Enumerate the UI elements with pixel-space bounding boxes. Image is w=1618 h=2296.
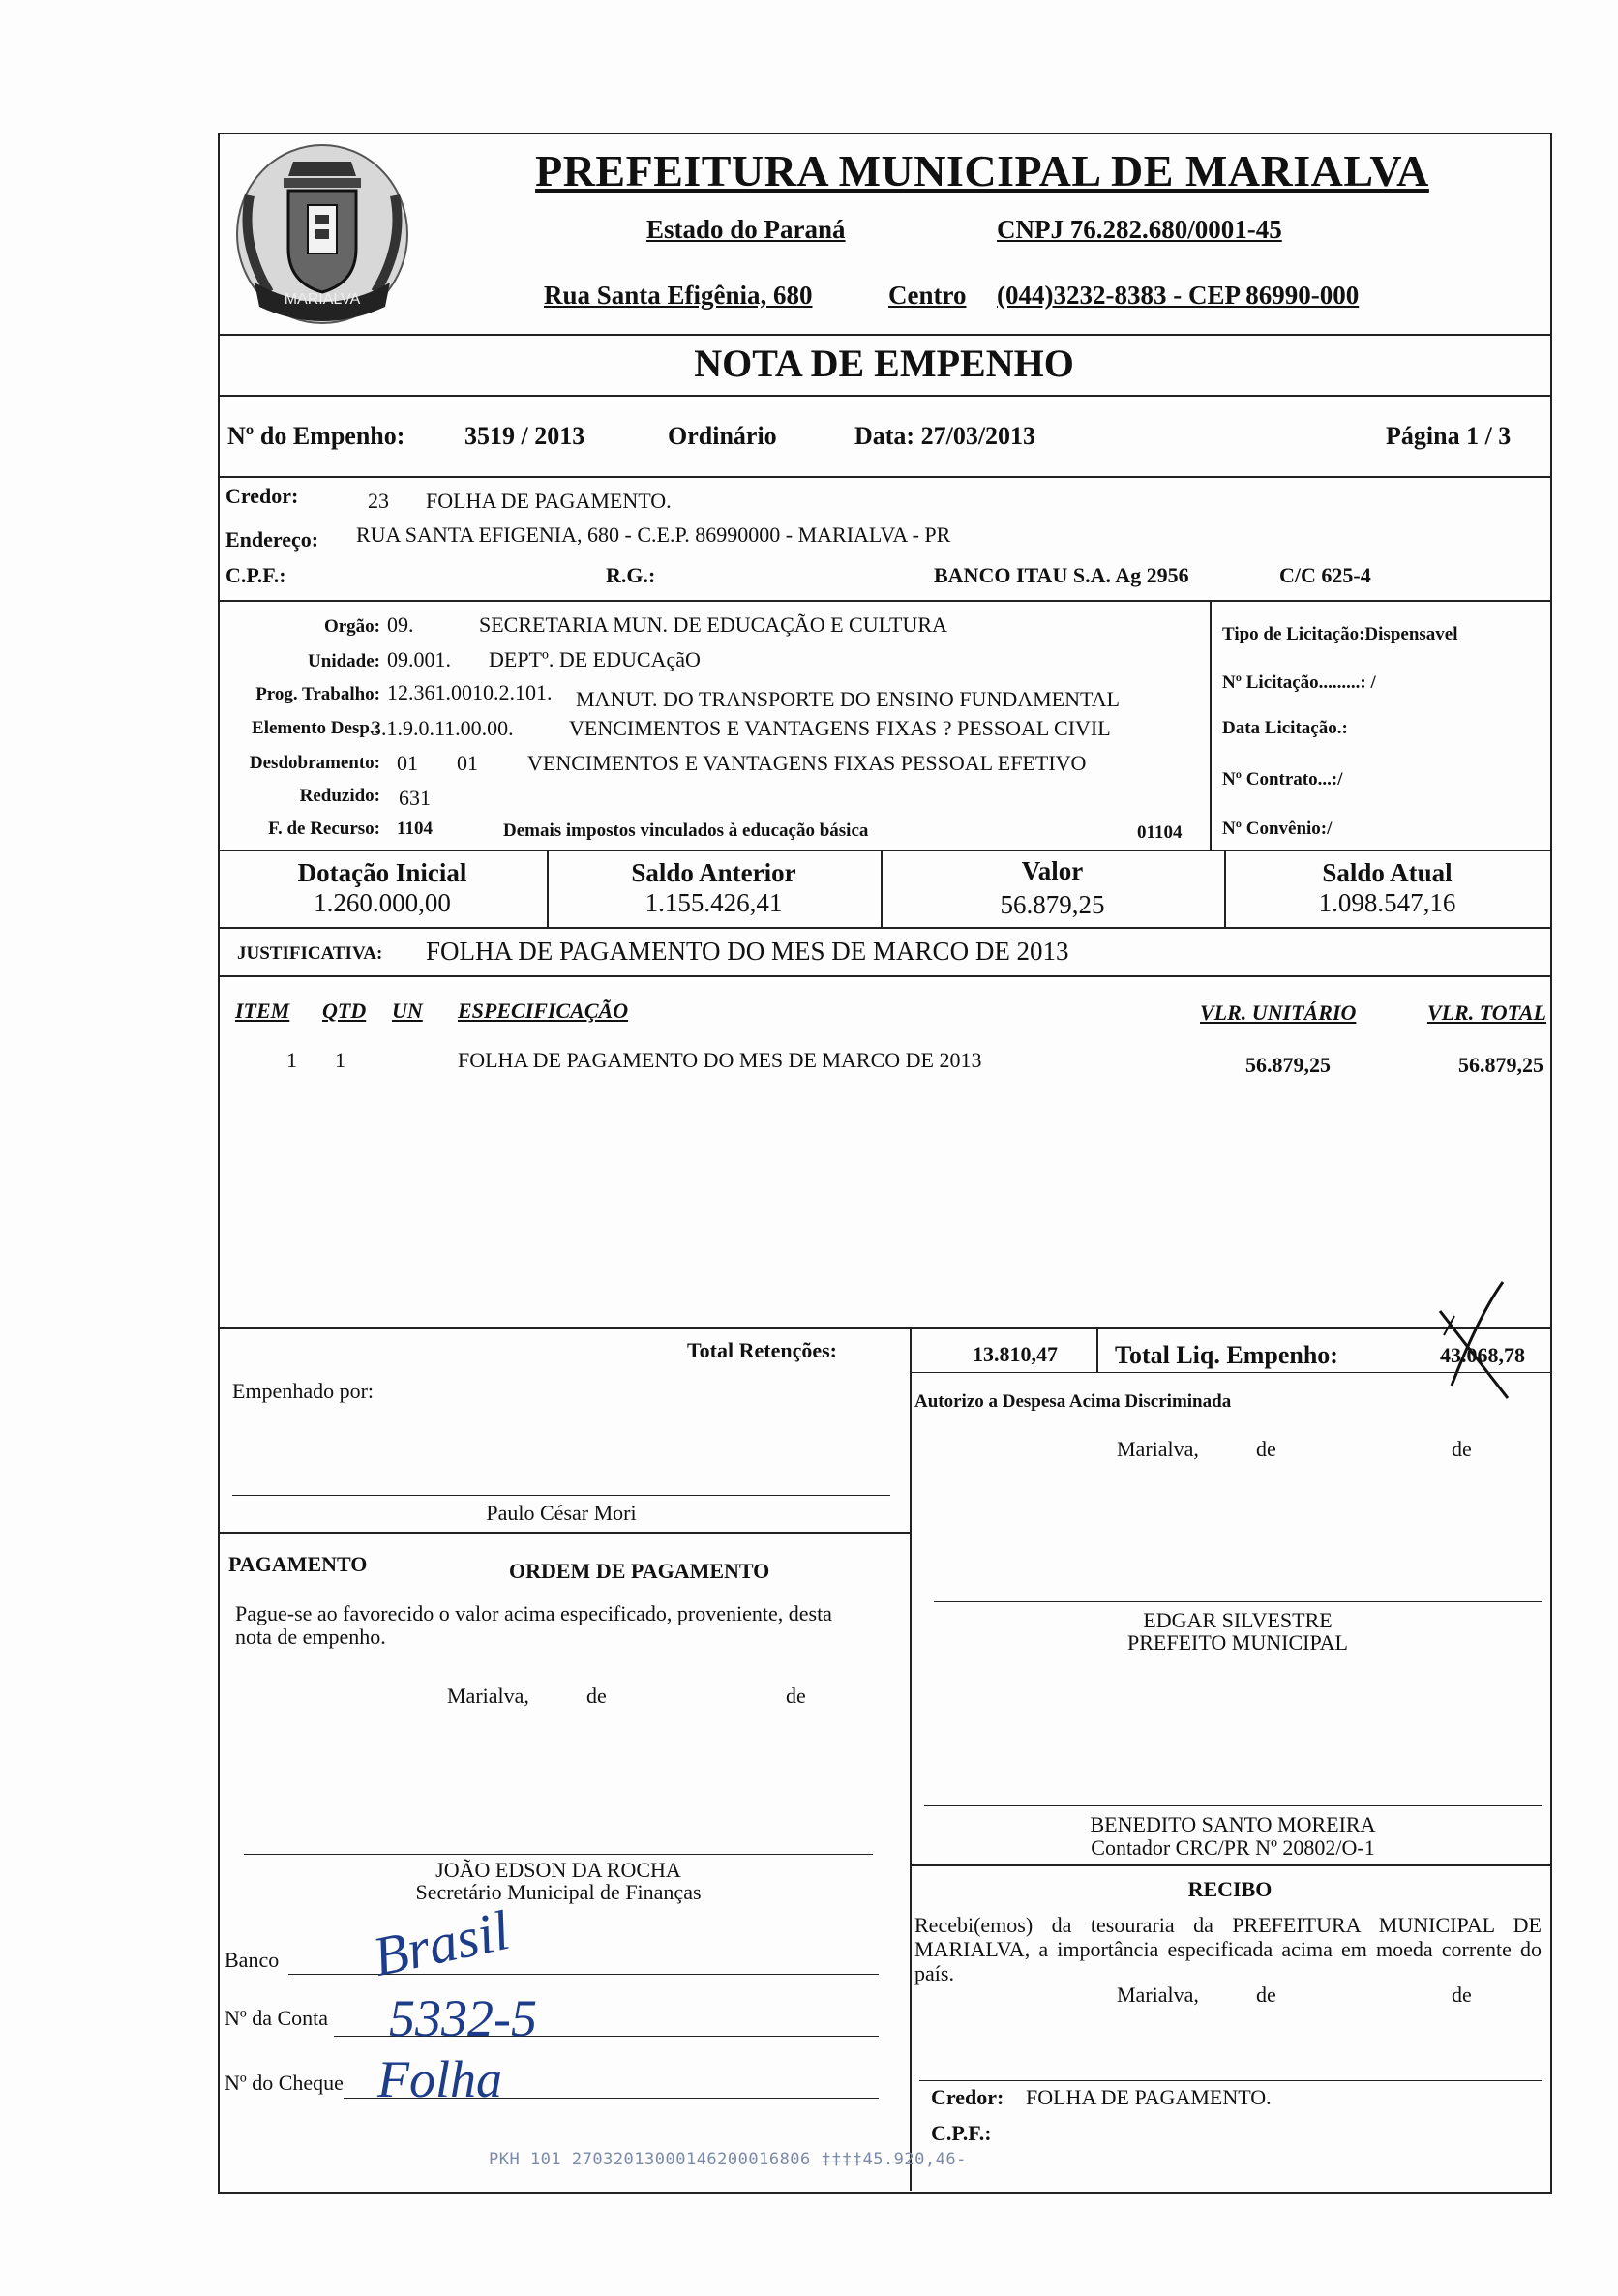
credor-name: FOLHA DE PAGAMENTO. — [426, 489, 672, 513]
credor-account: C/C 625-4 — [1279, 563, 1371, 587]
col-header-especificacao: ESPECIFICAÇÃO — [458, 999, 629, 1023]
secretario-title: Secretário Municipal de Finanças — [415, 1880, 702, 1904]
justificativa-label: JUSTIFICATIVA: — [237, 943, 383, 964]
dotacao-value: 1.260.000,00 — [314, 888, 451, 917]
header-state: Estado do Paraná — [646, 215, 846, 244]
recurso-name: Demais impostos vinculados à educação básica — [503, 820, 869, 841]
ordem-pagamento-label: ORDEM DE PAGAMENTO — [509, 1559, 770, 1583]
item-row-vlr-total: 56.879,25 — [1458, 1053, 1543, 1077]
licitacao-numero: Nº Licitação.........: / — [1222, 672, 1376, 693]
total-liq-label: Total Liq. Empenho: — [1115, 1341, 1338, 1369]
recibo-label: RECIBO — [1187, 1877, 1273, 1901]
item-row-especificacao: FOLHA DE PAGAMENTO DO MES DE MARCO DE 2013 — [458, 1048, 982, 1072]
unidade-code: 09.001. — [387, 647, 451, 671]
recibo-cpf-label: C.P.F.: — [931, 2121, 992, 2145]
ordem-city: Marialva, — [447, 1684, 529, 1708]
convenio-numero: Nº Convênio:/ — [1222, 819, 1333, 839]
col-header-qtd: QTD — [322, 999, 367, 1023]
header-cnpj: CNPJ 76.282.680/0001-45 — [997, 215, 1282, 244]
reduzido-label: Reduzido: — [299, 786, 380, 806]
desdob-label: Desdobramento: — [249, 753, 380, 773]
licitacao-data: Data Licitação.: — [1222, 718, 1348, 738]
item-row-item: 1 — [286, 1048, 297, 1072]
total-retencoes-value: 13.810,47 — [973, 1342, 1058, 1366]
saldo-atual-label: Saldo Atual — [1322, 858, 1453, 887]
justificativa-text: FOLHA DE PAGAMENTO DO MES DE MARCO DE 2013 — [426, 937, 1069, 966]
recurso-label: F. de Recurso: — [268, 819, 380, 839]
col-header-un: UN — [392, 999, 423, 1023]
unidade-label: Unidade: — [308, 651, 380, 671]
cheque-label: Nº do Cheque — [225, 2071, 344, 2095]
elemento-code: 3.1.9.0.11.00.00. — [371, 716, 514, 740]
recurso-code-2: 01104 — [1137, 822, 1183, 843]
conta-label: Nº da Conta — [225, 2006, 329, 2030]
total-retencoes-label: Total Retenções: — [687, 1338, 837, 1362]
banco-label: Banco — [225, 1948, 280, 1972]
credor-code: 23 — [368, 489, 389, 513]
elemento-label: Elemento Desp.: — [252, 718, 380, 738]
prog-name: MANUT. DO TRANSPORTE DO ENSINO FUNDAMENTAL — [576, 687, 1120, 711]
svg-text:MARIALVA: MARIALVA — [284, 291, 361, 308]
credor-label: Credor: — [225, 484, 299, 508]
empenho-label: Nº do Empenho: — [227, 422, 405, 450]
total-liq-value: 43.068,78 — [1440, 1343, 1525, 1367]
recibo-de-1: de — [1256, 1983, 1276, 2007]
recurso-code: 1104 — [397, 819, 433, 839]
secretario-name: JOÃO EDSON DA ROCHA — [435, 1858, 681, 1882]
col-header-item: ITEM — [235, 999, 290, 1023]
header-title: PREFEITURA MUNICIPAL DE MARIALVA — [535, 146, 1429, 195]
empenhado-por-label: Empenhado por: — [232, 1379, 375, 1403]
prog-label: Prog. Trabalho: — [255, 684, 380, 704]
empenho-number: 3519 / 2013 — [464, 422, 585, 450]
contrato-numero: Nº Contrato...:/ — [1222, 769, 1343, 790]
ordem-pagamento-text: Pague-se ao favorecido o valor acima especificado, proveniente, desta nota de empenho. — [235, 1601, 832, 1649]
saldo-anterior-label: Saldo Anterior — [631, 858, 796, 887]
credor-bank: BANCO ITAU S.A. Ag 2956 — [934, 563, 1189, 587]
banco-handwritten: Brasil — [367, 1897, 516, 1989]
autorizo-text: Autorizo a Despesa Acima Discriminada — [914, 1391, 1232, 1412]
header-phone-cep: (044)3232-8383 - CEP 86990-000 — [997, 281, 1360, 310]
recibo-city: Marialva, — [1117, 1983, 1199, 2007]
autorizo-de-2: de — [1452, 1437, 1472, 1461]
municipal-crest — [230, 137, 414, 336]
prog-code: 12.361.0010.2.101. — [387, 680, 553, 704]
dotacao-label: Dotação Inicial — [297, 858, 467, 887]
contador-name: BENEDITO SANTO MOREIRA — [1090, 1812, 1376, 1836]
ordem-de-2: de — [786, 1684, 806, 1708]
ordem-de-1: de — [586, 1684, 607, 1708]
desdob-code-1: 01 — [397, 751, 418, 775]
recibo-credor-label: Credor: — [931, 2085, 1004, 2109]
empenho-type: Ordinário — [668, 422, 777, 450]
saldo-anterior-value: 1.155.426,41 — [644, 888, 783, 917]
desdob-code-2: 01 — [457, 751, 478, 775]
elemento-name: VENCIMENTOS E VANTAGENS FIXAS ? PESSOAL CIVIL — [569, 716, 1111, 740]
col-header-vlr-unitario: VLR. UNITÁRIO — [1200, 1000, 1357, 1025]
credor-address: RUA SANTA EFIGENIA, 680 - C.E.P. 86990000 - MARIALVA - PR — [356, 522, 951, 547]
saldo-atual-value: 1.098.547,16 — [1318, 888, 1456, 917]
empenho-date: Data: 27/03/2013 — [854, 422, 1036, 450]
rg-label: R.G.: — [606, 563, 656, 587]
valor-label: Valor — [1021, 856, 1084, 885]
prefeito-title: PREFEITO MUNICIPAL — [1127, 1630, 1348, 1655]
orgao-name: SECRETARIA MUN. DE EDUCAÇÃO E CULTURA — [479, 612, 947, 637]
item-row-vlr-unitario: 56.879,25 — [1245, 1053, 1331, 1077]
autorizo-city: Marialva, — [1117, 1437, 1199, 1461]
desdob-name: VENCIMENTOS E VANTAGENS FIXAS PESSOAL EFETIVO — [527, 751, 1087, 775]
conta-handwritten: 5332-5 — [389, 1989, 537, 2047]
unidade-name: DEPTº. DE EDUCAçãO — [489, 647, 701, 671]
address-label: Endereço: — [225, 527, 319, 552]
orgao-label: Orgão: — [323, 616, 380, 637]
col-header-vlr-total: VLR. TOTAL — [1426, 1000, 1546, 1025]
autorizo-de-1: de — [1256, 1437, 1276, 1461]
recibo-text: Recebi(emos) da tesouraria da PREFEITURA MUNICIPAL DE MARIALVA, a importância especificada acima em moeda corrente do país. — [914, 1913, 1542, 1985]
page-number: Página 1 / 3 — [1386, 422, 1512, 450]
pagamento-label: PAGAMENTO — [228, 1552, 368, 1576]
licitacao-tipo: Tipo de Licitação:Dispensavel — [1222, 624, 1458, 644]
handwritten-check-mark — [1430, 1277, 1527, 1408]
prefeito-name: EDGAR SILVESTRE — [1143, 1608, 1333, 1632]
document-title: NOTA DE EMPENHO — [694, 342, 1074, 385]
orgao-code: 09. — [387, 612, 414, 637]
header-address: Rua Santa Efigênia, 680 — [544, 281, 813, 310]
reduzido-value: 631 — [399, 786, 431, 810]
header-district: Centro — [888, 281, 967, 310]
cheque-handwritten: Folha — [377, 2050, 502, 2108]
empenhado-por-name: Paulo César Mori — [486, 1501, 637, 1525]
bank-processing-stamp: PKH 101 27032013000146200016806 ‡‡‡‡45.920,46- — [489, 2150, 967, 2169]
recibo-de-2: de — [1452, 1983, 1472, 2007]
item-row-qtd: 1 — [335, 1048, 345, 1072]
cpf-label: C.P.F.: — [225, 563, 286, 587]
valor-value: 56.879,25 — [1000, 890, 1105, 919]
contador-title: Contador CRC/PR Nº 20802/O-1 — [1091, 1835, 1375, 1860]
recibo-credor-name: FOLHA DE PAGAMENTO. — [1026, 2085, 1272, 2109]
